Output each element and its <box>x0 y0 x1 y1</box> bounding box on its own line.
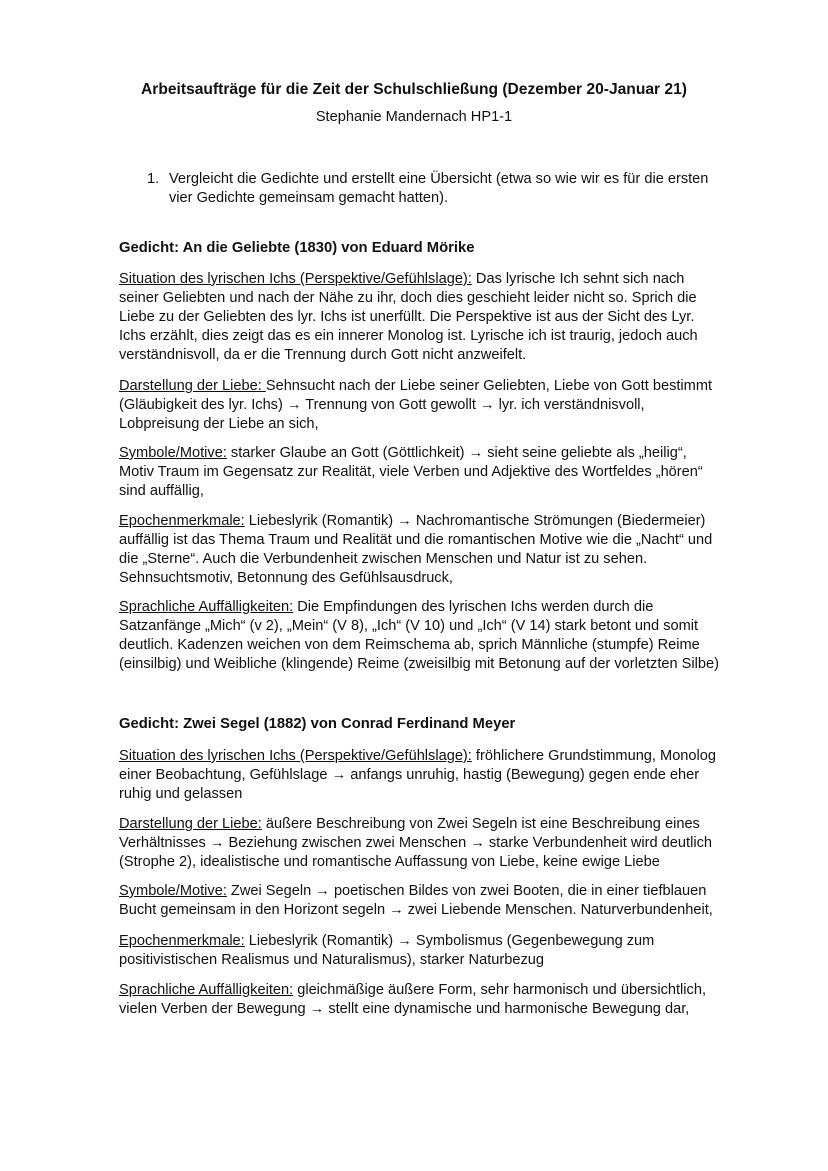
section-situation <box>119 270 759 365</box>
text-line <box>119 747 759 766</box>
text-line <box>119 377 759 396</box>
document-title: Arbeitsaufträge für die Zeit der Schulschließung (Dezember 20-Januar 21) <box>141 81 687 98</box>
text-line <box>119 270 759 289</box>
text-line: sind auffällig, <box>119 483 204 499</box>
section-symbole <box>119 882 759 920</box>
text-line: positivistischen Realismus und Naturalismus), starker Naturbezug <box>119 952 545 968</box>
text-line: (Strophe 2), idealistische und romantische Auffassung von Liebe, keine ewige Liebe <box>119 854 660 870</box>
section-darstellung <box>119 377 759 434</box>
text-line: deutlich. Kadenzen weichen von dem Reimschema ab, sprich Männliche (stumpfe) Reime <box>119 637 700 653</box>
text-line: (einsilbig) und Weibliche (klingende) Reime (zweisilbig mit Betonung auf der vorletzten Silbe) <box>119 656 719 672</box>
section-epochenmerkmale <box>119 512 759 588</box>
section-text: Zwei Segeln → poetischen Bildes von zwei Booten, die in einer tiefblauen <box>226 883 707 899</box>
text-line: vielen Verben der Bewegung → stellt eine dynamische und harmonische Bewegung dar, <box>119 1001 690 1017</box>
poem-heading: Gedicht: An die Geliebte (1830) von Eduard Mörike <box>119 240 475 256</box>
text-line: Liebe zu der Geliebten des lyr. Ichs ist unerfüllt. Die Perspektive ist aus der Sicht des Lyr. <box>119 309 695 325</box>
section-text: starker Glaube an Gott (Göttlichkeit) → sieht seine geliebte als „heilig“, <box>226 445 687 461</box>
text-line <box>119 932 759 951</box>
section-label: Sprachliche Auffälligkeiten: <box>119 599 294 615</box>
section-label: Symbole/Motive: <box>119 883 227 899</box>
section-label: Situation des lyrischen Ichs (Perspektive/Gefühlslage): <box>119 271 472 287</box>
section-text: Liebeslyrik (Romantik) → Nachromantische Strömungen (Biedermeier) <box>244 513 706 529</box>
section-sprachliche <box>119 981 759 1019</box>
text-line <box>119 981 759 1000</box>
task-text <box>169 170 779 208</box>
section-label: Situation des lyrischen Ichs (Perspektive/Gefühlslage): <box>119 748 472 764</box>
section-epochenmerkmale <box>119 932 759 970</box>
text-line: seiner Geliebten und nach der Nähe zu ihr, doch dies geschieht leider nicht so. Sprich die <box>119 290 697 306</box>
author-line: Stephanie Mandernach HP1-1 <box>315 109 513 125</box>
section-situation <box>119 747 759 804</box>
section-label: Epochenmerkmale: <box>119 513 245 529</box>
text-line: Sehnsuchtsmotiv, Betonnung des Gefühlsausdruck, <box>119 570 453 586</box>
task-text-line: Vergleicht die Gedichte und erstellt eine Übersicht (etwa so wie wir es für die ersten <box>169 171 709 187</box>
text-line: auffällig ist das Thema Traum und Realität und die romantischen Motive wie die „Nacht“ und <box>119 532 713 548</box>
section-text: gleichmäßige äußere Form, sehr harmonisch und übersichtlich, <box>293 982 707 998</box>
text-line: Ichs erzählt, dies zeigt das es ein innerer Monolog ist. Lyrische ich ist traurig, jedoch auch <box>119 328 698 344</box>
section-sprachliche <box>119 598 759 674</box>
text-line: ruhig und gelassen <box>119 786 243 802</box>
section-label: Symbole/Motive: <box>119 445 227 461</box>
text-line: Lobpreisung der Liebe an sich, <box>119 416 319 432</box>
text-line <box>119 815 759 834</box>
section-text: fröhlichere Grundstimmung, Monolog <box>471 748 717 764</box>
text-line <box>119 444 759 463</box>
text-line: einer Beobachtung, Gefühlslage → anfangs unruhig, hastig (Bewegung) gegen ende eher <box>119 767 700 783</box>
section-text: Sehnsucht nach der Liebe seiner Geliebten, Liebe von Gott bestimmt <box>265 378 713 394</box>
text-line: Bucht gemeinsam in den Horizont segeln → zwei Liebende Menschen. Naturverbundenheit, <box>119 902 713 918</box>
text-line: Verhältnisses → Beziehung zwischen zwei Menschen → starke Verbundenheit wird deutlich <box>119 835 712 851</box>
section-text: Liebeslyrik (Romantik) → Symbolismus (Gegenbewegung zum <box>244 933 655 949</box>
task-number: 1. <box>147 171 160 187</box>
text-line: die „Sterne“. Auch die Verbundenheit zwischen Menschen und Natur ist zu sehen. <box>119 551 648 567</box>
text-line <box>119 512 759 531</box>
text-line: (Gläubigkeit des lyr. Ichs) → Trennung von Gott gewollt → lyr. ich verständnisvoll, <box>119 397 645 413</box>
text-line: Motiv Traum im Gegensatz zur Realität, viele Verben und Adjektive des Wortfeldes „hören“ <box>119 464 703 480</box>
section-text: Die Empfindungen des lyrischen Ichs werden durch die <box>293 599 654 615</box>
task-text-line: vier Gedichte gemeinsam gemacht hatten). <box>169 190 449 206</box>
section-label: Darstellung der Liebe: <box>119 816 262 832</box>
text-line: Satzanfänge „Mich“ (v 2), „Mein“ (V 8), „Ich“ (V 10) und „Ich“ (V 14) stark betont und somit <box>119 618 699 634</box>
text-line <box>119 598 759 617</box>
section-label: Sprachliche Auffälligkeiten: <box>119 982 294 998</box>
section-label: Darstellung der Liebe: <box>119 378 266 394</box>
section-label: Epochenmerkmale: <box>119 933 245 949</box>
poem-heading: Gedicht: Zwei Segel (1882) von Conrad Ferdinand Meyer <box>119 716 516 732</box>
section-text: Das lyrische Ich sehnt sich nach <box>471 271 685 287</box>
section-text: äußere Beschreibung von Zwei Segeln ist eine Beschreibung eines <box>261 816 700 832</box>
section-symbole <box>119 444 759 501</box>
text-line <box>119 882 759 901</box>
text-line: verständnisvoll, da er die Trennung durch Gott nicht anzweifelt. <box>119 347 527 363</box>
section-darstellung <box>119 815 759 872</box>
